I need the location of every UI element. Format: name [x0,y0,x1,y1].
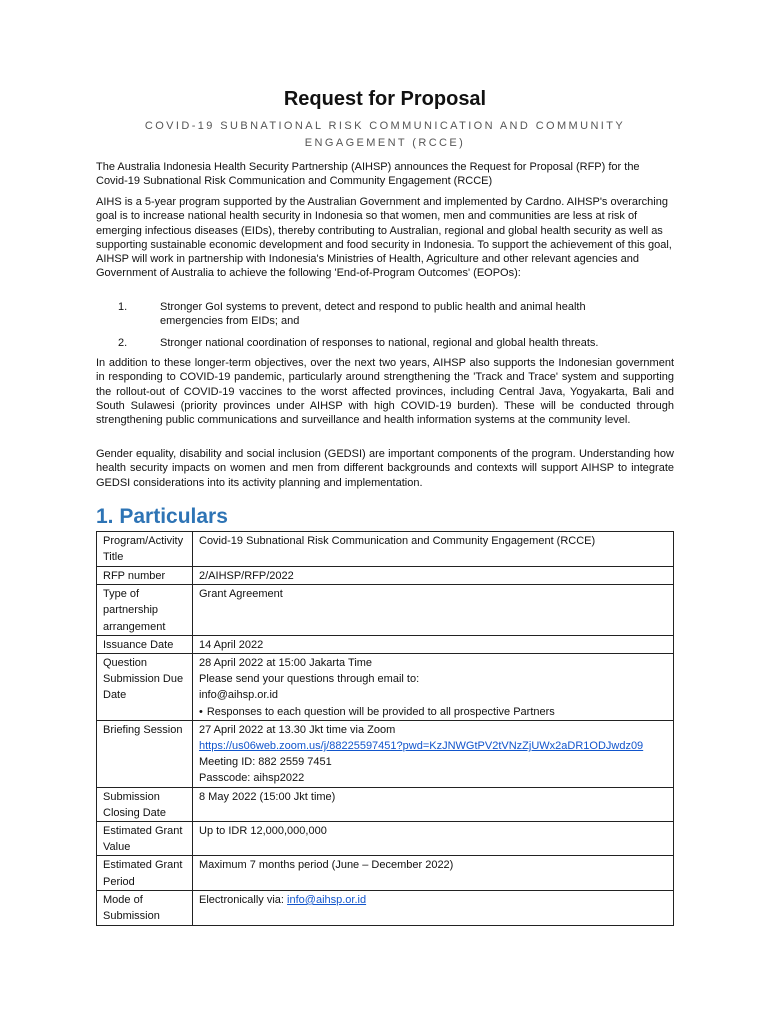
table-row [97,585,674,636]
program-description-paragraph: AIHS is a 5-year program supported by the Australian Government and implemented by Cardno. AIHSP's overarching goal is to increase national health security in Indonesia so that women, men and communities are less at risk of emerging infectious diseases (EIDs), thereby contributing to Australian, regional and global health security as well as supporting sustainable economic development and food security in Indonesia. To support the achievement of this goal, AIHSP will work in partnership with Indonesia's Ministries of Health, Agriculture and other relevant agencies and Government of Australia to achieve the following 'End-of-Program Outcomes' (EOPOs): [96,196,672,280]
intro-paragraph: The Australia Indonesia Health Security Partnership (AIHSP) announces the Request for Proposal (RFP) for the Covid-19 Subnational Risk Communication and Community Engagement (RCCE) [96,161,640,188]
table-label-cell: Briefing Session [97,720,193,787]
table-row [97,822,674,856]
covid-response-paragraph: In addition to these longer-term objectives, over the next two years, AIHSP also supports the Indonesian government in responding to COVID-19 pandemic, particularly around strengthening the 'Track and Trace' system and supporting the rollout-out of COVID-19 vaccines to the worst affected provinces, including Central Java, Yogyakarta, Bali and South Sulawesi (priority provinces under AIHSP with high COVID-19 burden). These will be conducted through strengthening public communications and surveillance and health information systems at the community level. [96,357,674,427]
table-row [97,635,674,653]
table-label-cell: Mode of Submission [97,890,193,925]
table-row [97,720,674,787]
table-value-cell: 2/AIHSP/RFP/2022 [193,567,674,585]
table-value-cell [193,654,674,721]
question-deadline: 28 April 2022 at 15:00 Jakarta Time [199,657,373,670]
table-label-cell: Estimated Grant Value [97,822,193,856]
table-row [97,856,674,890]
table-label-cell: Question Submission Due Date [97,654,193,721]
outcome-number: 2. [118,337,128,349]
table-value-cell: Covid-19 Subnational Risk Communication and Community Engagement (RCCE) [193,532,674,567]
document-title: Request for Proposal [283,88,487,110]
table-row [97,654,674,721]
outcome-number: 1. [118,301,128,313]
table-label-cell: Submission Closing Date [97,787,193,821]
table-row [97,787,674,821]
table-value-cell: 14 April 2022 [193,635,674,653]
table-row [97,890,674,925]
table-row [97,567,674,585]
submission-mode-prefix: Electronically via: [199,893,288,906]
table-value-cell: Up to IDR 12,000,000,000 [193,822,674,856]
table-value-cell: Grant Agreement [193,585,674,636]
question-email: info@aihsp.or.id [199,689,279,702]
particulars-table [96,531,674,926]
gedsi-paragraph: Gender equality, disability and social inclusion (GEDSI) are important components of the program. Understanding how health security impacts on women and men from different backgrounds and contexts will support AIHSP to integrate GEDSI considerations into its activity planning and implementation. [96,448,674,489]
meeting-passcode: Passcode: aihsp2022 [199,772,305,785]
outcome-text: Stronger GoI systems to prevent, detect and respond to public health and animal health emergencies from EIDs; and [160,301,586,328]
table-label-cell: Type of partnership arrangement [97,585,193,636]
table-value-cell: Maximum 7 months period (June – December 2022) [193,856,674,890]
table-label-cell: RFP number [97,567,193,585]
table-label-cell: Program/Activity Title [97,532,193,567]
table-value-cell [193,720,674,787]
table-row [97,532,674,567]
briefing-time: 27 April 2022 at 13.30 Jkt time via Zoom [199,723,396,736]
table-value-cell [193,890,674,925]
table-label-cell: Issuance Date [97,635,193,653]
question-instruction: Please send your questions through email to: [199,673,420,686]
section-heading-particulars: 1. Particulars [96,505,228,528]
document-subtitle: COVID-19 SUBNATIONAL RISK COMMUNICATION AND COMMUNITY ENGAGEMENT (RCCE) [144,120,626,149]
meeting-id: Meeting ID: 882 2559 7451 [199,756,332,769]
submission-email-link[interactable]: info@aihsp.or.id [287,893,367,906]
table-value-cell: 8 May 2022 (15:00 Jkt time) [193,787,674,821]
question-response-note: • Responses to each question will be provided to all prospective Partners [199,704,668,720]
zoom-link[interactable]: https://us06web.zoom.us/j/88225597451?pwd=KzJNWGtPV2tVNzZjUWx2aDR1ODJwdz09 [199,740,644,753]
outcome-text: Stronger national coordination of responses to national, regional and global health threats. [160,337,599,349]
table-label-cell: Estimated Grant Period [97,856,193,890]
